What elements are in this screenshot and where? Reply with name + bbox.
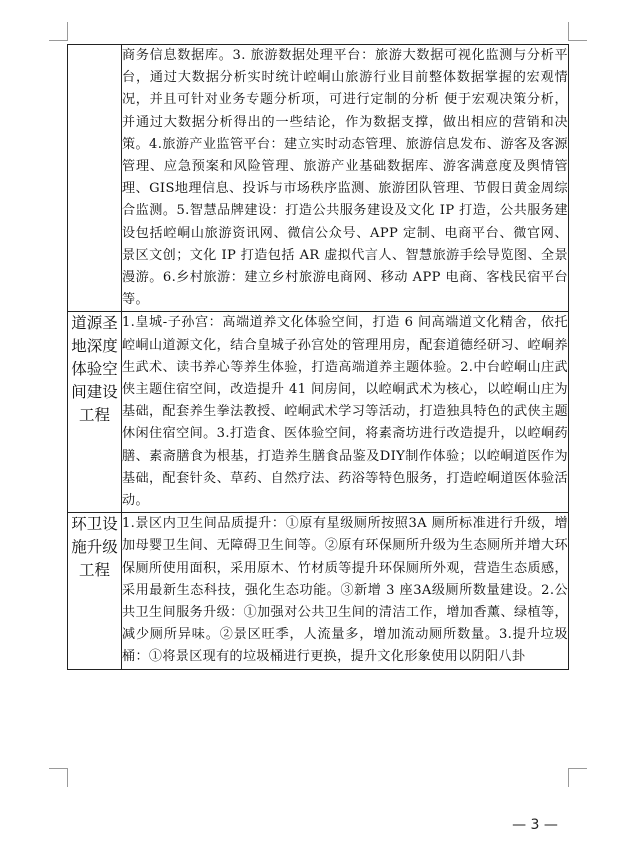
row-content: 商务信息数据库。3. 旅游数据处理平台：旅游大数据可视化监测与分析平台，通过大数据分析实时统计崆峒山旅游行业目前整体数据掌握的宏观情况，并且可针对业务专题分析项，可进行定制的分析 便于宏观决策分析，并通过大数据分析得出的一些结论，作为数据支撑，做出相应的营销和决策。4.旅游产业监管平台：建立实时动态管理、旅游信息发布、游客及客源管理、应急预案和风险管理、旅游产业基础数据库、游客满意度及舆情管理、GIS地理信息、投诉与市场秩序监测、旅游团队管理、节假日黄金周综合监测。5.智慧品牌建设：打造公共服务建设及文化 IP 打造，公共服务建设包括崆峒山旅游资讯网、微信公众号、APP 定制、电商平台、微官网、景区文创；文化 IP 打造包括 AR 虚拟代言人、智慧旅游手绘导览图、全景漫游。6.乡村旅游：建立乡村旅游电商网、移动 APP 电商、客栈民宿平台等。 xyxy=(122,45,569,312)
crop-mark-bottom-right xyxy=(568,768,587,787)
page-number: — 3 — xyxy=(512,817,558,833)
row-content: 1.景区内卫生间品质提升：①原有星级厕所按照3A 厕所标准进行升级，增加母婴卫生间、无障碍卫生间等。②原有环保厕所升级为生态厕所并增大环保厕所使用面积，采用原木、竹材质等提升环保厕所外观，营造生态质感，采用最新生态科技，强化生态功能。③新增 3 座3A级厕所数量建设。2.公共卫生间服务升级：①加强对公共卫生间的清洁工作，增加香薰、绿植等，减少厕所异味。②景区旺季，人流量多，增加流动厕所数量。3.提升垃圾桶：①将景区现有的垃圾桶进行更换，提升文化形象使用以阴阳八卦 xyxy=(122,513,569,669)
row-label xyxy=(68,45,122,312)
table-row xyxy=(68,312,569,513)
crop-mark-top-left xyxy=(49,22,68,41)
table-row xyxy=(68,45,569,312)
project-table xyxy=(67,44,569,670)
row-content: 1.皇城-子孙宫：高端道养文化体验空间，打造 6 间高端道文化精舍，依托崆峒山道源文化，结合皇城子孙宫处的管理用房，配套道德经研习、崆峒养生武术、读书养心等养生体验，打造高端道养主题体验。2.中台崆峒山庄武侠主题住宿空间，改造提升 41 间房间，以崆峒武术为核心，以崆峒山庄为基础，配套养生拳法教授、崆峒武术学习等活动，打造独具特色的武侠主题休闲住宿空间。3.打造食、医体验空间，将素斋坊进行改造提升，以崆峒药膳、素斋膳食为根基，打造养生膳食品鉴及DIY制作体验；以崆峒道医作为基础，配套针灸、草药、自然疗法、药浴等特色服务，打造崆峒道医体验活动。 xyxy=(122,312,569,513)
crop-mark-bottom-left xyxy=(49,768,68,787)
row-label: 道源圣地深度体验空间建设工程 xyxy=(68,312,122,513)
table-row xyxy=(68,513,569,669)
crop-mark-top-right xyxy=(568,22,587,41)
row-label: 环卫设施升级工程 xyxy=(68,513,122,669)
